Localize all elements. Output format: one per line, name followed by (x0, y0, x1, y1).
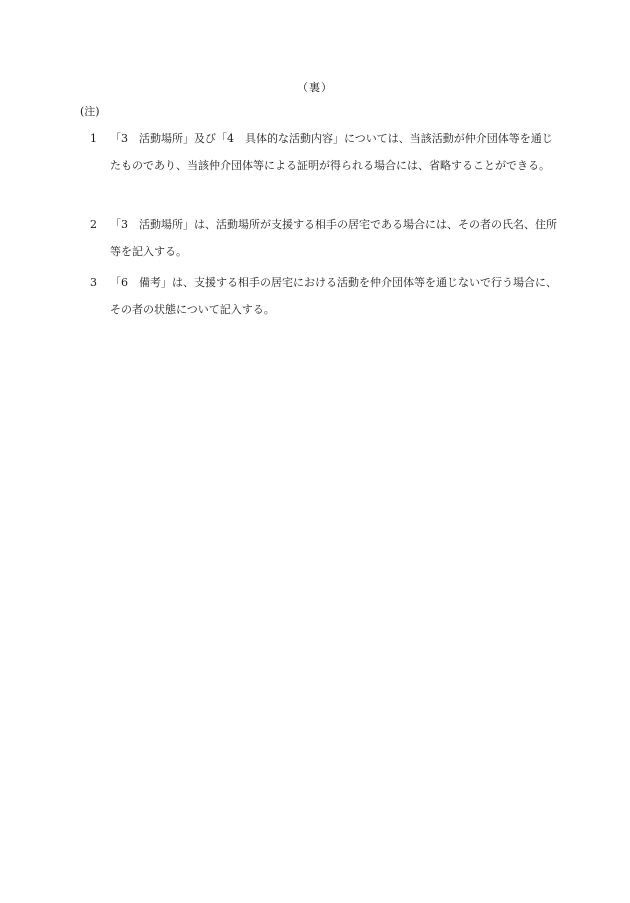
notes-label: (注) (80, 105, 100, 118)
note-item (90, 125, 560, 179)
note-text: 「3 活動場所」は、活動場所が支援する相手の居宅である場合には、その者の氏名、住所等を記入する。 (110, 218, 557, 258)
note-number: 2 (90, 218, 97, 231)
note-number: 1 (90, 132, 97, 145)
note-text: 「6 備考」は、支援する相手の居宅における活動を仲介団体等を通じないで行う場合に、その者の状態について記入する。 (110, 276, 557, 316)
note-text: 「3 活動場所」及び「4 具体的な活動内容」については、当該活動が仲介団体等を通じたものであり、当該仲介団体等による証明が得られる場合には、省略することができる。 (110, 132, 553, 172)
note-number: 3 (90, 276, 97, 289)
page-side-title: （裏） (297, 81, 333, 94)
note-item (90, 211, 560, 265)
note-item (90, 269, 560, 323)
